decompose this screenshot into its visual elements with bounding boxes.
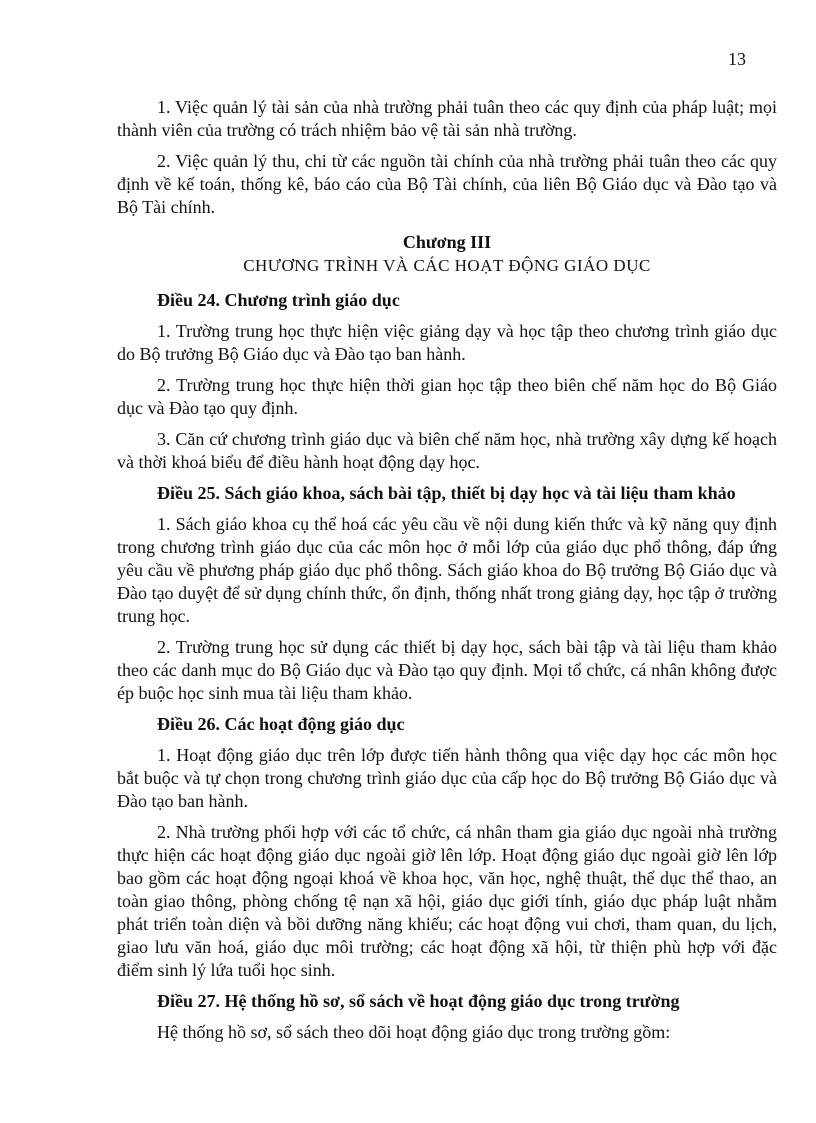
chapter-subtitle: CHƯƠNG TRÌNH VÀ CÁC HOẠT ĐỘNG GIÁO DỤC [243, 256, 651, 275]
page-number: 13 [728, 49, 746, 69]
article-heading: Điều 26. Các hoạt động giáo dục [157, 714, 405, 734]
paragraph: 2. Nhà trường phối hợp với các tổ chức, cá nhân tham gia giáo dục ngoài nhà trường thực hiện các hoạt động giáo dục ngoài giờ lên lớp. Hoạt động giáo dục ngoài giờ lên lớp bao gồm các hoạt động ngoại khoá về khoa học, văn học, nghệ thuật, thể dục thể thao, an toàn giao thông, phòng chống tệ nạn xã hội, giáo dục giới tính, giáo dục pháp luật nhằm phát triển toàn diện và bồi dưỡng năng khiếu; các hoạt động vui chơi, tham quan, du lịch, giao lưu văn hoá, giáo dục môi trường; các hoạt động xã hội, từ thiện phù hợp với đặc điểm sinh lý lứa tuổi học sinh. [117, 822, 777, 980]
paragraph: 1. Sách giáo khoa cụ thể hoá các yêu cầu về nội dung kiến thức và kỹ năng quy định trong chương trình giáo dục của các môn học ở mỗi lớp của giáo dục phổ thông, đáp ứng yêu cầu về phương pháp giáo dục phổ thông. Sách giáo khoa do Bộ trưởng Bộ Giáo dục và Đào tạo duyệt để sử dụng chính thức, ổn định, thống nhất trong giảng dạy, học tập ở trường trung học. [117, 514, 777, 626]
paragraph: 2. Trường trung học sử dụng các thiết bị dạy học, sách bài tập và tài liệu tham khảo theo các danh mục do Bộ Giáo dục và Đào tạo quy định. Mọi tổ chức, cá nhân không được ép buộc học sinh mua tài liệu tham khảo. [117, 637, 777, 703]
paragraph: 2. Việc quản lý thu, chi từ các nguồn tài chính của nhà trường phải tuân theo các quy định về kế toán, thống kê, báo cáo của Bộ Tài chính, của liên Bộ Giáo dục và Đào tạo và Bộ Tài chính. [117, 151, 777, 217]
paragraph: 1. Việc quản lý tài sản của nhà trường phải tuân theo các quy định của pháp luật; mọi thành viên của trường có trách nhiệm bảo vệ tài sản nhà trường. [117, 97, 777, 140]
article-heading: Điều 24. Chương trình giáo dục [157, 290, 400, 310]
paragraph: 1. Trường trung học thực hiện việc giảng dạy và học tập theo chương trình giáo dục do Bộ trưởng Bộ Giáo dục và Đào tạo ban hành. [117, 321, 777, 364]
paragraph: 1. Hoạt động giáo dục trên lớp được tiến hành thông qua việc dạy học các môn học bắt buộc và tự chọn trong chương trình giáo dục của cấp học do Bộ trưởng Bộ Giáo dục và Đào tạo ban hành. [117, 745, 777, 811]
paragraph: 3. Căn cứ chương trình giáo dục và biên chế năm học, nhà trường xây dựng kế hoạch và thời khoá biểu để điều hành hoạt động dạy học. [117, 429, 777, 472]
paragraph: Hệ thống hồ sơ, sổ sách theo dõi hoạt động giáo dục trong trường gồm: [157, 1022, 671, 1042]
article-heading: Điều 25. Sách giáo khoa, sách bài tập, thiết bị dạy học và tài liệu tham khảo [157, 483, 736, 503]
chapter-title: Chương III [402, 232, 492, 252]
document-body [117, 96, 777, 1052]
chapter-heading [117, 231, 777, 277]
paragraph: 2. Trường trung học thực hiện thời gian học tập theo biên chế năm học do Bộ Giáo dục và Đào tạo quy định. [117, 375, 777, 418]
article-heading: Điều 27. Hệ thống hồ sơ, sổ sách về hoạt động giáo dục trong trường [157, 991, 680, 1011]
